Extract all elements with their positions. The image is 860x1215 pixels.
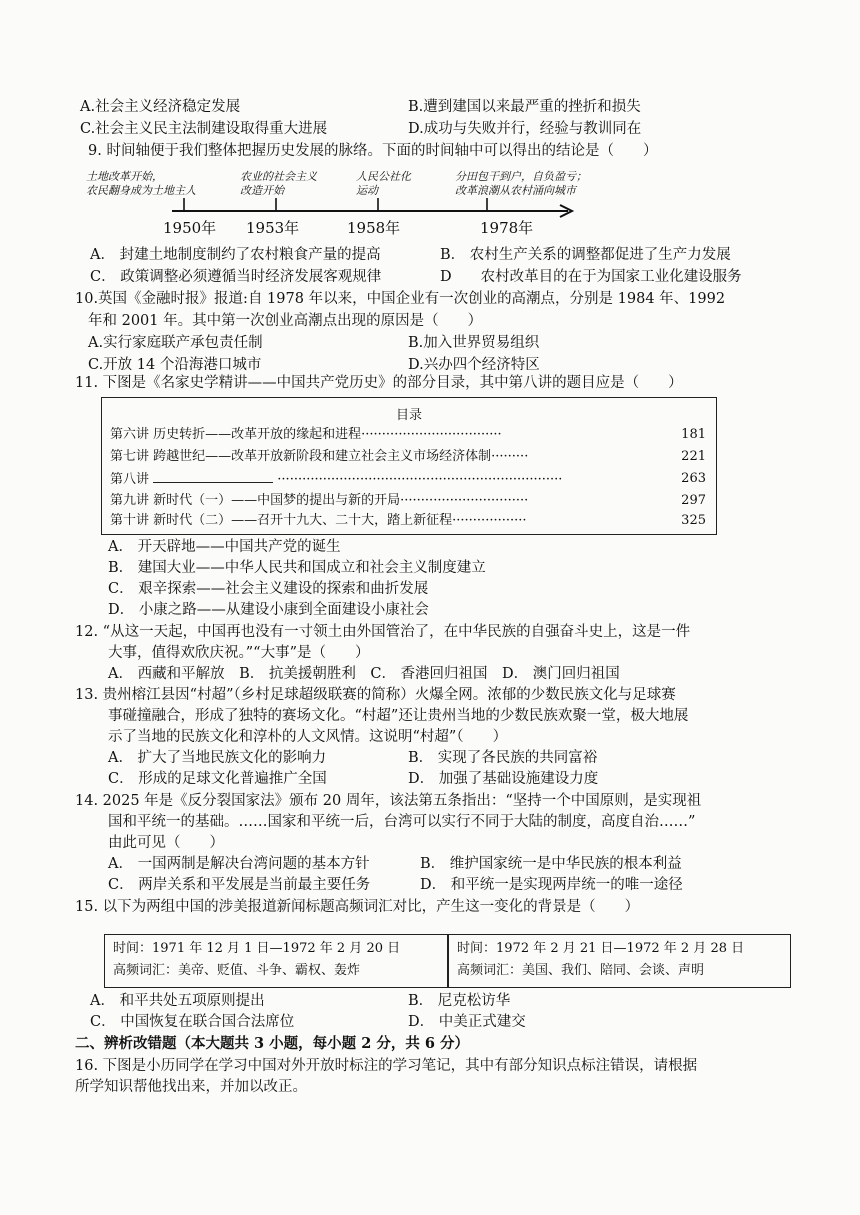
q15-option-d: D． 中美正式建交: [408, 1014, 526, 1030]
q14-stem-line3: 由此可见（ ）: [108, 835, 224, 851]
toc-row-6: 第六讲 历史转折——改革开放的缘起和进程··································: [110, 427, 502, 442]
q11-option-b: B． 建国大业——中华人民共和国成立和社会主义制度建立: [108, 560, 486, 576]
q14-stem-line2: 国和平统一的基础。……国家和平统一后，台湾可以实行不同于大陆的制度，高度自治……”: [108, 814, 696, 830]
toc-row-10: 第十讲 新时代（二）——召开十九大、二十大，踏上新征程··················: [110, 513, 527, 528]
q15-option-c: C． 中国恢复在联合国合法席位: [90, 1014, 295, 1030]
toc-row-9: 第九讲 新时代（一）——中国梦的提出与新的开局·······························: [110, 493, 529, 508]
q8-option-d: D.成功与失败并行，经验与教训同在: [408, 121, 642, 137]
q13-option-b: B． 实现了各民族的共同富裕: [408, 750, 598, 766]
timeline-year-1978: 1978年: [480, 219, 534, 237]
toc-page-6: 181: [681, 427, 706, 442]
q13-option-d: D． 加强了基础设施建设力度: [408, 771, 599, 787]
q9-stem: 9. 时间轴便于我们整体把握历史发展的脉络。下面的时间轴中可以得出的结论是（ ）: [88, 143, 658, 159]
q13-stem-line3: 示了当地的民族文化和淳朴的人文风情。这说明“村超”（ ）: [108, 729, 508, 745]
q15-option-b: B． 尼克松访华: [408, 993, 511, 1009]
q15-table-left-cell: [105, 935, 447, 987]
q15-left-words: 高频词汇：美帝、贬值、斗争、霸权、轰炸: [113, 963, 361, 978]
section2-heading: 二、辨析改错题（本大题共 3 小题，每小题 2 分，共 6 分）: [75, 1035, 470, 1052]
q16-stem-line2: 所学知识帮他找出来，并加以改正。: [75, 1079, 307, 1095]
q11-option-c: C． 艰辛探索——社会主义建设的探索和曲折发展: [108, 581, 429, 597]
timeline-label-1950-line1: 土地改革开始，: [86, 170, 163, 183]
q13-option-c: C． 形成的足球文化普遍推广全国: [108, 771, 327, 787]
q13-option-a: A． 扩大了当地民族文化的影响力: [108, 750, 327, 766]
q15-right-words: 高频词汇：美国、我们、陪同、会谈、声明: [457, 963, 705, 978]
q12-options: A． 西藏和平解放 B． 抗美援朝胜利 C． 香港回归祖国 D． 澳门回归祖国: [108, 666, 620, 682]
q9-option-a: A． 封建土地制度制约了农村粮食产量的提高: [90, 247, 381, 263]
q9-option-c: C． 政策调整必须遵循当时经济发展客观规律: [90, 269, 382, 285]
timeline-label-1978-line1: 分田包干到户，自负盈亏；: [455, 170, 587, 183]
timeline-year-1950: 1950年: [163, 219, 217, 237]
toc-row-8: [110, 470, 562, 489]
toc-row-7: 第七讲 跨越世纪——改革开放新阶段和建立社会主义市场经济体制·········: [110, 449, 529, 464]
q12-stem-line2: 大事，值得欢欣庆祝。”“大事”是（ ）: [108, 645, 370, 661]
timeline-label-1953-line2: 改造开始: [240, 184, 284, 197]
q16-stem-line1: 16. 下图是小历同学在学习中国对外开放时标注的学习笔记，其中有部分知识点标注错误，请根据: [75, 1058, 698, 1074]
q10-option-a: A.实行家庭联产承包责任制: [88, 335, 263, 351]
q15-right-time: 时间：1972 年 2 月 21 日—1972 年 2 月 28 日: [457, 941, 745, 956]
timeline-label-1978-line2: 改革浪潮从农村涌向城市: [455, 184, 576, 197]
q15-option-a: A． 和平共处五项原则提出: [90, 993, 265, 1009]
timeline-year-1958: 1958年: [347, 219, 401, 237]
toc-page-9: 297: [681, 493, 706, 508]
q13-stem-line2: 事碰撞融合，形成了独特的赛场文化。“村超”还让贵州当地的少数民族欢聚一堂，极大地展: [108, 708, 689, 724]
timeline-label-1958-line2: 运动: [356, 184, 378, 197]
q14-stem-line1: 14. 2025 年是《反分裂国家法》颁布 20 周年，该法第五条指出：“坚持一个中国原则，是实现祖: [75, 793, 702, 809]
q11-option-a: A． 开天辟地——中国共产党的诞生: [108, 539, 341, 555]
q8-option-b: B.遭到建国以来最严重的挫折和损失: [408, 99, 641, 115]
toc-page-10: 325: [681, 513, 706, 528]
timeline-year-1953: 1953年: [246, 219, 300, 237]
timeline-label-1950-line2: 农民翻身成为土地主人: [86, 184, 196, 197]
q8-option-c: C.社会主义民主法制建设取得重大进展: [80, 121, 328, 137]
q10-stem-line1: 10.英国《金融时报》报道:自 1978 年以来，中国企业有一次创业的高潮点，分别是 1984 年、1992: [75, 291, 726, 307]
q14-option-a: A． 一国两制是解决台湾问题的基本方针: [108, 856, 370, 872]
toc-page-7: 221: [681, 449, 706, 464]
q15-table: [104, 934, 791, 988]
toc-row-8-dots: ·····································································: [277, 472, 563, 487]
q15-table-right-cell: [449, 935, 789, 987]
q9-option-d: D 农村改革目的在于为国家工业化建设服务: [440, 269, 742, 285]
q11-option-d: D． 小康之路——从建设小康到全面建设小康社会: [108, 602, 429, 618]
q15-stem: 15. 以下为两组中国的涉美报道新闻标题高频词汇对比，产生这一变化的背景是（ ）: [75, 899, 640, 915]
q10-stem-line2: 年和 2001 年。其中第一次创业高潮点出现的原因是（ ）: [88, 313, 483, 329]
toc-page-8: 263: [681, 471, 706, 486]
timeline-label-1953-line1: 农业的社会主义: [240, 170, 317, 183]
timeline-label-1958-line1: 人民公社化: [356, 170, 411, 183]
q15-left-time: 时间：1971 年 12 月 1 日—1972 年 2 月 20 日: [113, 941, 401, 956]
q14-option-d: D． 和平统一是实现两岸统一的唯一途径: [420, 877, 683, 893]
q10-option-b: B.加入世界贸易组织: [408, 335, 540, 351]
q11-stem: 11. 下图是《名家史学精讲——中国共产党历史》的部分目录，其中第八讲的题目应是（ ）: [75, 375, 683, 391]
toc-row-8-label: 第八讲: [110, 472, 150, 487]
q12-stem-line1: 12. “从这一天起，中国再也没有一寸领土由外国管治了，在中华民族的自强奋斗史上，这是一件: [75, 624, 691, 640]
q14-option-c: C． 两岸关系和平发展是当前最主要任务: [108, 877, 371, 893]
toc-row-8-blank: [153, 470, 273, 483]
q14-option-b: B． 维护国家统一是中华民族的根本利益: [420, 856, 682, 872]
toc-title: 目录: [395, 408, 422, 423]
q13-stem-line1: 13. 贵州榕江县因“村超”（乡村足球超级联赛的简称）火爆全网。浓郁的少数民族文化与足球赛: [75, 687, 676, 703]
q10-option-c: C.开放 14 个沿海港口城市: [88, 357, 262, 373]
toc-box: [101, 397, 717, 535]
q8-option-a: A.社会主义经济稳定发展: [80, 99, 241, 115]
q10-option-d: D.兴办四个经济特区: [408, 357, 540, 373]
timeline-axis: [0, 0, 860, 240]
q9-option-b: B． 农村生产关系的调整都促进了生产力发展: [440, 247, 731, 263]
